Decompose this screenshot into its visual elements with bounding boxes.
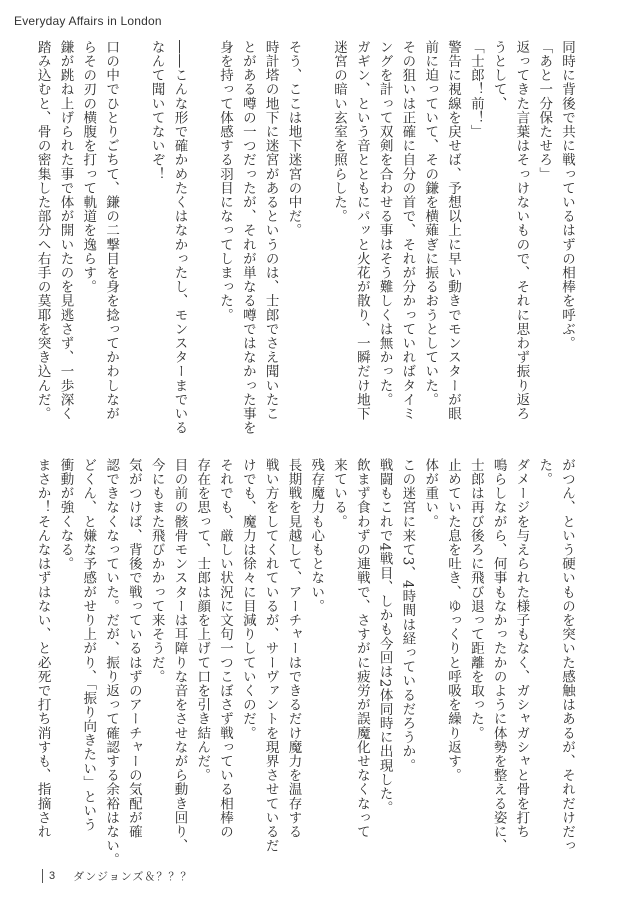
text-column: 士郎は再び後ろに飛び退って距離を取った。	[467, 458, 484, 740]
text-column: ングを計って双剣を合わせる事はそう難しくは無かった。	[376, 40, 393, 407]
footer-divider	[42, 869, 43, 883]
text-column: けでも、魔力は徐々に目減りしていくのだ。	[239, 458, 256, 740]
text-column: 目の前の骸骨モンスターは耳障りな音をさせながら動き回り、	[171, 458, 188, 853]
text-column: 口の中でひとりごちて、鎌の二撃目を身を捻ってかわしなが	[103, 40, 120, 421]
text-column: た。	[536, 458, 553, 487]
text-column: 同時に背後で共に戦っているはずの相棒を呼ぶ。	[559, 40, 575, 351]
text-column: どくん、と嫌な予感がせり上がり、「振り向きたい」という	[80, 458, 97, 832]
text-block-lower	[34, 458, 578, 867]
text-column: 「あと一分保たせろ」	[536, 40, 553, 181]
text-column: なんて聞いてないぞ！	[148, 40, 165, 181]
text-column: 残存魔力も心もとない。	[308, 458, 325, 614]
text-column: 来ている。	[331, 458, 348, 529]
text-column	[190, 40, 213, 435]
text-column: 踏み込むと、骨の密集した部分へ右手の莫耶を突き込んだ。	[34, 40, 51, 421]
text-column: 返ってきた言葉はそっけないもので、それに思わず振り返ろ	[513, 40, 530, 421]
text-column: 「士郎！前！」	[467, 40, 484, 139]
text-column: 鳴らしながら、何事もなかったかのように体勢を整える姿に、	[490, 458, 507, 853]
text-column: 今にもまた飛びかかって来そうだ。	[148, 458, 165, 684]
text-column: それでも、厳しい状況に文句一つこぼさず戦っている相棒の	[217, 458, 234, 839]
text-column: ダメージを与えられた様子もなく、ガシャガシャと骨を打ち	[513, 458, 530, 839]
text-column: まさか！そんなはずはない、と必死で打ち消すも、指摘され	[34, 458, 51, 839]
text-column: ガギン、という音とともにパッと火花が散り、一瞬だけ地下	[353, 40, 370, 421]
text-column: 飲まず食わずの連戦で、さすがに疲労が誤魔化せなくなって	[353, 458, 370, 839]
text-column: 時計塔の地下に迷宮があるというのは、士郎でさえ聞いたこ	[262, 40, 279, 421]
text-column: 長期戦を見越して、アーチャーはできるだけ魔力を温存する	[285, 458, 302, 839]
text-column: 身を持って体感する羽目になってしまった。	[217, 40, 234, 322]
text-column: 戦闘もこれで4戦目、しかも今回は2体同時に出現した。	[376, 458, 393, 815]
page-footer	[42, 868, 192, 884]
text-column: がつん、という硬いものを突いた感触はあるが、それだけだっ	[559, 458, 575, 853]
text-column: 体が重い。	[422, 458, 439, 529]
text-column: とがある噂の一つだったが、それが単なる噂ではなかった事を	[239, 40, 256, 435]
text-column: ――こんな形で確かめたくはなかったし、モンスターまでいる	[171, 40, 188, 435]
page-number: 3	[49, 870, 56, 882]
text-column: 迷宮の暗い玄室を照らした。	[331, 40, 348, 224]
text-column: 止めていた息を吐き、ゆっくりと呼吸を繰り返す。	[445, 458, 462, 783]
book-title: ダンジョンズ＆？？？	[73, 871, 193, 883]
text-column: この迷宮に来て3、4時間は経っているだろうか。	[399, 458, 416, 773]
text-column: 気がつけば、背後で戦っているはずのアーチャーの気配が確	[125, 458, 142, 839]
text-column: その狙いは正確に自分の首で、それが分かっていればタイミ	[399, 40, 416, 421]
text-column: 存在を思って、士郎は顔を上げて口を引き結んだ。	[194, 458, 211, 783]
running-header: Everyday Affairs in London	[14, 14, 162, 28]
text-column: 認できなくなっていた。だが、振り返って確認する余裕はない。	[103, 458, 120, 867]
text-column	[122, 40, 145, 435]
text-column: 警告に視線を戻せば、予想以上に早い動きでモンスターが眼	[445, 40, 462, 421]
text-column: 鎌が跳ね上げられた事で体が開いたのを見逃さず、一歩深く	[57, 40, 74, 421]
text-column: らその刃の横腹を打って軌道を逸らす。	[80, 40, 97, 294]
text-column: 前に迫っていて、その鎌を横薙ぎに振るおうとしていた。	[422, 40, 439, 407]
text-column	[304, 40, 327, 435]
text-column: そう、ここは地下迷宮の中だ。	[285, 40, 302, 238]
text-column: うとして、	[490, 40, 507, 111]
text-block-upper	[34, 40, 578, 435]
text-column: 衝動が強くなる。	[57, 458, 74, 571]
text-column: 戦い方をしてくれているが、サーヴァントを現界させているだ	[262, 458, 279, 853]
